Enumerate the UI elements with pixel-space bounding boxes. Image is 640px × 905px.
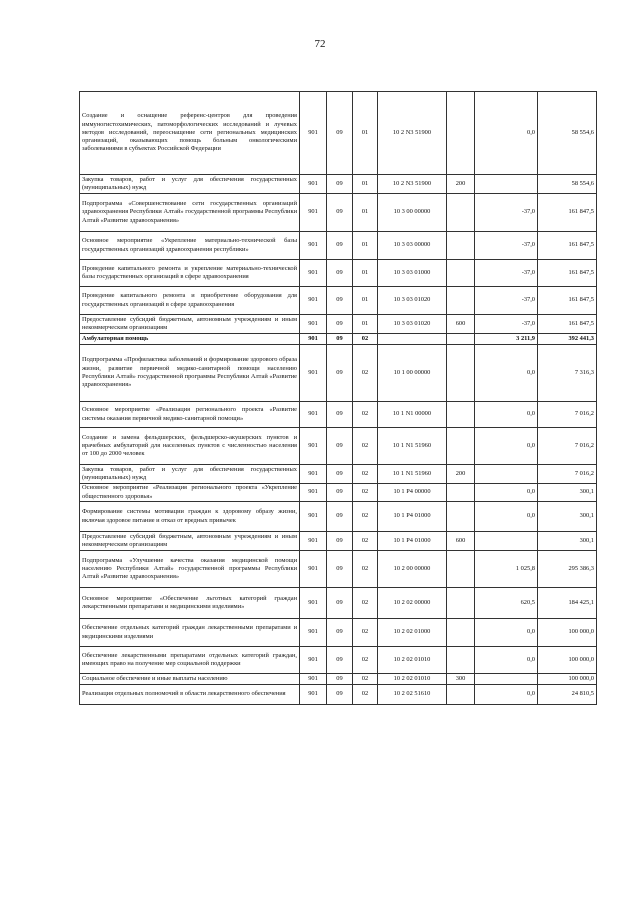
- amount-change: [475, 175, 538, 194]
- amount-change: 620,5: [475, 588, 538, 619]
- amount-total: 392 441,3: [538, 334, 597, 345]
- amount-change: 0,0: [475, 484, 538, 502]
- expense-type-code: 600: [447, 532, 475, 551]
- ministry-code: 901: [300, 647, 327, 674]
- subsection-code: 02: [353, 588, 378, 619]
- row-name: Подпрограмма «Улучшение качества оказания медицинской помощи населению Республики Алтай» государственной программы Республики Алтай «Развитие здравоохранения»: [80, 551, 300, 588]
- target-article-code: 10 2 02 00000: [378, 588, 447, 619]
- target-article-code: 10 1 N1 51960: [378, 465, 447, 484]
- ministry-code: 901: [300, 287, 327, 315]
- target-article-code: 10 1 P4 01000: [378, 532, 447, 551]
- amount-total: 295 386,3: [538, 551, 597, 588]
- amount-total: 184 425,1: [538, 588, 597, 619]
- amount-change: [475, 674, 538, 685]
- expense-type-code: [447, 685, 475, 705]
- amount-total: 58 554,6: [538, 175, 597, 194]
- subsection-code: 02: [353, 484, 378, 502]
- subsection-code: 02: [353, 502, 378, 532]
- amount-total: 161 847,5: [538, 287, 597, 315]
- row-name: Социальное обеспечение и иные выплаты населению: [80, 674, 300, 685]
- amount-change: 0,0: [475, 345, 538, 402]
- ministry-code: 901: [300, 345, 327, 402]
- section-code: 09: [327, 315, 353, 334]
- row-name: Основное мероприятие «Укрепление материально-технической базы государственных организаций здравоохранения республики»: [80, 232, 300, 260]
- section-code: 09: [327, 674, 353, 685]
- amount-change: -37,0: [475, 260, 538, 287]
- ministry-code: 901: [300, 194, 327, 232]
- subsection-code: 02: [353, 465, 378, 484]
- expense-type-code: [447, 551, 475, 588]
- ministry-code: 901: [300, 551, 327, 588]
- section-code: 09: [327, 345, 353, 402]
- expense-type-code: [447, 647, 475, 674]
- amount-total: 100 000,0: [538, 674, 597, 685]
- table-row: [80, 428, 597, 465]
- amount-change: -37,0: [475, 232, 538, 260]
- target-article-code: 10 2 N3 51900: [378, 175, 447, 194]
- expense-type-code: [447, 402, 475, 428]
- section-code: 09: [327, 334, 353, 345]
- expense-type-code: [447, 232, 475, 260]
- row-name: Основное мероприятие «Реализация регионального проекта «Развитие системы оказания первичной медико-санитарной помощи»: [80, 402, 300, 428]
- expense-type-code: [447, 502, 475, 532]
- expense-type-code: [447, 92, 475, 175]
- ministry-code: 901: [300, 428, 327, 465]
- expense-type-code: 200: [447, 465, 475, 484]
- ministry-code: 901: [300, 260, 327, 287]
- section-code: 09: [327, 532, 353, 551]
- target-article-code: 10 2 02 01010: [378, 674, 447, 685]
- amount-change: 0,0: [475, 92, 538, 175]
- table-row: [80, 334, 597, 345]
- amount-total: 7 016,2: [538, 428, 597, 465]
- section-code: 09: [327, 502, 353, 532]
- ministry-code: 901: [300, 402, 327, 428]
- ministry-code: 901: [300, 465, 327, 484]
- subsection-code: 01: [353, 232, 378, 260]
- target-article-code: 10 2 02 01010: [378, 647, 447, 674]
- table-row: [80, 194, 597, 232]
- amount-total: 300,1: [538, 532, 597, 551]
- section-code: 09: [327, 484, 353, 502]
- amount-total: 58 554,6: [538, 92, 597, 175]
- row-name: Проведение капитального ремонта и приобретение оборудования для государственных организаций в сфере здравоохранения: [80, 287, 300, 315]
- section-code: 09: [327, 619, 353, 647]
- amount-total: 161 847,5: [538, 260, 597, 287]
- subsection-code: 01: [353, 260, 378, 287]
- amount-change: 0,0: [475, 402, 538, 428]
- section-code: 09: [327, 287, 353, 315]
- ministry-code: 901: [300, 232, 327, 260]
- ministry-code: 901: [300, 619, 327, 647]
- amount-total: 300,1: [538, 502, 597, 532]
- ministry-code: 901: [300, 175, 327, 194]
- row-name: Основное мероприятие «Обеспечение льготных категорий граждан лекарственными препаратами и медицинскими изделиями»: [80, 588, 300, 619]
- table-row: [80, 402, 597, 428]
- expense-type-code: 600: [447, 315, 475, 334]
- table-row: [80, 619, 597, 647]
- ministry-code: 901: [300, 685, 327, 705]
- amount-total: 7 016,2: [538, 465, 597, 484]
- table-row: [80, 674, 597, 685]
- subsection-code: 02: [353, 532, 378, 551]
- target-article-code: 10 1 00 00000: [378, 345, 447, 402]
- target-article-code: 10 2 02 01000: [378, 619, 447, 647]
- target-article-code: 10 2 N3 51900: [378, 92, 447, 175]
- row-name: Закупка товаров, работ и услуг для обеспечения государственных (муниципальных) нужд: [80, 465, 300, 484]
- page-number: 72: [314, 38, 326, 50]
- subsection-code: 02: [353, 345, 378, 402]
- subsection-code: 01: [353, 175, 378, 194]
- amount-change: [475, 465, 538, 484]
- subsection-code: 01: [353, 287, 378, 315]
- target-article-code: 10 2 02 51610: [378, 685, 447, 705]
- subsection-code: 02: [353, 428, 378, 465]
- amount-change: [475, 532, 538, 551]
- section-code: 09: [327, 588, 353, 619]
- section-code: 09: [327, 428, 353, 465]
- expense-type-code: [447, 588, 475, 619]
- budget-table: [79, 91, 597, 705]
- table-row: [80, 260, 597, 287]
- amount-change: 3 211,9: [475, 334, 538, 345]
- amount-change: -37,0: [475, 194, 538, 232]
- row-name: Подпрограмма «Профилактика заболеваний и формирование здорового образа жизни, развитие первичной медико-санитарной помощи населению Республики Алтай» государственной программы Республики Алтай «Развитие здравоохранения»: [80, 345, 300, 402]
- table-row: [80, 484, 597, 502]
- table-row: [80, 647, 597, 674]
- subsection-code: 02: [353, 334, 378, 345]
- row-name: Обеспечение отдельных категорий граждан лекарственными препаратами и медицинскими изделиями: [80, 619, 300, 647]
- ministry-code: 901: [300, 532, 327, 551]
- row-name: Подпрограмма «Совершенствование сети государственных организаций здравоохранения Республики Алтай» государственной программы Республики Алтай «Развитие здравоохранения»: [80, 194, 300, 232]
- expense-type-code: [447, 194, 475, 232]
- expense-type-code: [447, 619, 475, 647]
- table-row: [80, 92, 597, 175]
- target-article-code: 10 3 00 00000: [378, 194, 447, 232]
- table-row: [80, 532, 597, 551]
- amount-total: 7 016,2: [538, 402, 597, 428]
- target-article-code: [378, 334, 447, 345]
- expense-type-code: 300: [447, 674, 475, 685]
- subsection-code: 02: [353, 402, 378, 428]
- subsection-code: 02: [353, 674, 378, 685]
- amount-total: 161 847,5: [538, 315, 597, 334]
- amount-change: -37,0: [475, 315, 538, 334]
- table-row: [80, 345, 597, 402]
- row-name: Закупка товаров, работ и услуг для обеспечения государственных (муниципальных) нужд: [80, 175, 300, 194]
- subsection-code: 01: [353, 194, 378, 232]
- subsection-code: 02: [353, 551, 378, 588]
- section-code: 09: [327, 260, 353, 287]
- amount-change: 0,0: [475, 619, 538, 647]
- expense-type-code: 200: [447, 175, 475, 194]
- amount-total: 161 847,5: [538, 232, 597, 260]
- section-code: 09: [327, 402, 353, 428]
- target-article-code: 10 1 P4 01000: [378, 502, 447, 532]
- amount-total: 100 000,0: [538, 619, 597, 647]
- section-code: 09: [327, 647, 353, 674]
- table-row: [80, 315, 597, 334]
- ministry-code: 901: [300, 92, 327, 175]
- amount-total: 100 000,0: [538, 647, 597, 674]
- ministry-code: 901: [300, 484, 327, 502]
- row-name: Создание и оснащение референс-центров для проведения иммуногистохимических, патоморфологических исследований и лучевых методов исследований, переоснащение сети региональных медицинских организаций, оказывающих помощь больным онкологическими заболеваниями в субъектах Российской Федерации: [80, 92, 300, 175]
- row-name: Обеспечение лекарственными препаратами отдельных категорий граждан, имеющих право на получение мер социальной поддержки: [80, 647, 300, 674]
- section-code: 09: [327, 465, 353, 484]
- target-article-code: 10 1 N1 51960: [378, 428, 447, 465]
- row-name: Формирование системы мотивации граждан к здоровому образу жизни, включая здоровое питание и отказ от вредных привычек: [80, 502, 300, 532]
- expense-type-code: [447, 334, 475, 345]
- subsection-code: 01: [353, 315, 378, 334]
- table-row: [80, 551, 597, 588]
- subsection-code: 02: [353, 647, 378, 674]
- table-row: [80, 175, 597, 194]
- table-row: [80, 232, 597, 260]
- expense-type-code: [447, 260, 475, 287]
- section-code: 09: [327, 92, 353, 175]
- subsection-code: 01: [353, 92, 378, 175]
- ministry-code: 901: [300, 588, 327, 619]
- expense-type-code: [447, 287, 475, 315]
- table-row: [80, 502, 597, 532]
- row-name: Амбулаторная помощь: [80, 334, 300, 345]
- target-article-code: 10 3 03 00000: [378, 232, 447, 260]
- expense-type-code: [447, 484, 475, 502]
- expense-type-code: [447, 345, 475, 402]
- ministry-code: 901: [300, 502, 327, 532]
- ministry-code: 901: [300, 674, 327, 685]
- row-name: Предоставление субсидий бюджетным, автономным учреждениям и иным некоммерческим организациям: [80, 532, 300, 551]
- expense-type-code: [447, 428, 475, 465]
- row-name: Создание и замена фельдшерских, фельдшерско-акушерских пунктов и врачебных амбулаторий для населенных пунктов с численностью населения от 100 до 2000 человек: [80, 428, 300, 465]
- row-name: Реализация отдельных полномочий в области лекарственного обеспечения: [80, 685, 300, 705]
- amount-change: 0,0: [475, 685, 538, 705]
- table-row: [80, 685, 597, 705]
- target-article-code: 10 3 03 01000: [378, 260, 447, 287]
- section-code: 09: [327, 175, 353, 194]
- amount-total: 161 847,5: [538, 194, 597, 232]
- amount-total: 300,1: [538, 484, 597, 502]
- ministry-code: 901: [300, 334, 327, 345]
- amount-change: 0,0: [475, 428, 538, 465]
- amount-change: -37,0: [475, 287, 538, 315]
- row-name: Предоставление субсидий бюджетным, автономным учреждениям и иным некоммерческим организациям: [80, 315, 300, 334]
- row-name: Проведение капитального ремонта и укрепление материально-технической базы государственных организаций в сфере здравоохранения: [80, 260, 300, 287]
- amount-change: 0,0: [475, 647, 538, 674]
- subsection-code: 02: [353, 685, 378, 705]
- section-code: 09: [327, 194, 353, 232]
- table-row: [80, 588, 597, 619]
- target-article-code: 10 3 03 01020: [378, 287, 447, 315]
- amount-total: 7 316,3: [538, 345, 597, 402]
- section-code: 09: [327, 551, 353, 588]
- target-article-code: 10 1 N1 00000: [378, 402, 447, 428]
- section-code: 09: [327, 232, 353, 260]
- table-row: [80, 465, 597, 484]
- amount-change: 1 025,8: [475, 551, 538, 588]
- target-article-code: 10 1 P4 00000: [378, 484, 447, 502]
- table-row: [80, 287, 597, 315]
- subsection-code: 02: [353, 619, 378, 647]
- target-article-code: 10 2 00 00000: [378, 551, 447, 588]
- row-name: Основное мероприятие «Реализация регионального проекта «Укрепление общественного здоровья»: [80, 484, 300, 502]
- amount-total: 24 810,5: [538, 685, 597, 705]
- amount-change: 0,0: [475, 502, 538, 532]
- ministry-code: 901: [300, 315, 327, 334]
- section-code: 09: [327, 685, 353, 705]
- target-article-code: 10 3 03 01020: [378, 315, 447, 334]
